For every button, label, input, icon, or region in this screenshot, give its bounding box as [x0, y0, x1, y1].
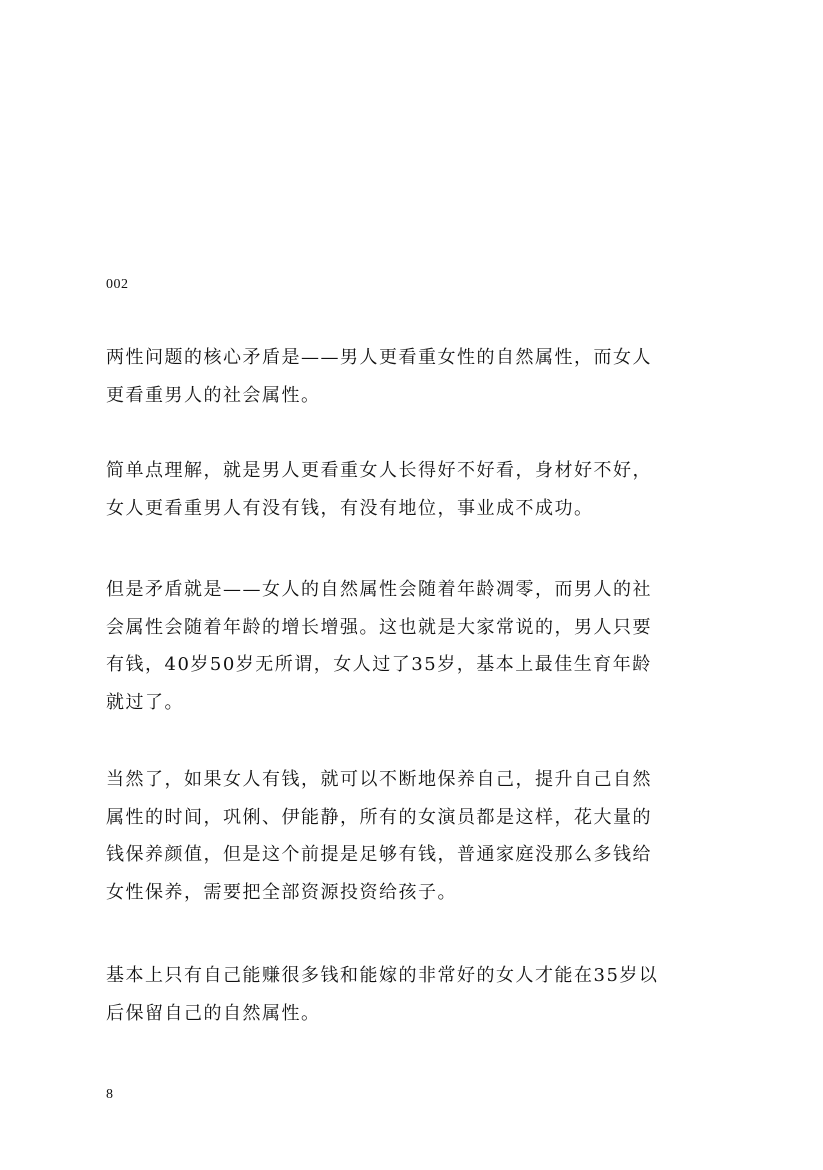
paragraph-line: 有钱，40岁50岁无所谓，女人过了35岁，基本上最佳生育年龄 [106, 654, 652, 675]
paragraph-1 [106, 339, 706, 414]
page-number: 8 [106, 1087, 113, 1102]
paragraph-line: 会属性会随着年龄的增长增强。这也就是大家常说的，男人只要 [106, 616, 652, 638]
paragraph-line: 基本上只有自己能赚很多钱和能嫁的非常好的女人才能在35岁以 [106, 965, 659, 986]
paragraph-3 [106, 571, 706, 721]
paragraph-line: 属性的时间，巩俐、伊能静，所有的女演员都是这样，花大量的 [106, 806, 652, 828]
paragraph-line: 简单点理解，就是男人更看重女人长得好不好看，身材好不好， [106, 460, 652, 481]
paragraph-line: 更看重男人的社会属性。 [106, 384, 321, 406]
paragraph-line: 就过了。 [106, 691, 184, 713]
paragraph-line: 后保留自己的自然属性。 [106, 1002, 321, 1024]
paragraph-2 [106, 452, 706, 527]
paragraph-5 [106, 957, 706, 1032]
paragraph-line: 女性保养，需要把全部资源投资给孩子。 [106, 881, 457, 903]
section-number: 002 [106, 277, 129, 292]
paragraph-line: 钱保养颜值，但是这个前提是足够有钱，普通家庭没那么多钱给 [106, 844, 652, 865]
paragraph-line: 女人更看重男人有没有钱，有没有地位，事业成不成功。 [106, 497, 594, 519]
paragraph-line: 当然了，如果女人有钱，就可以不断地保养自己，提升自己自然 [106, 769, 652, 790]
paragraph-line: 两性问题的核心矛盾是——男人更看重女性的自然属性，而女人 [106, 347, 652, 368]
paragraph-line: 但是矛盾就是——女人的自然属性会随着年龄凋零，而男人的社 [106, 579, 652, 600]
paragraph-4 [106, 761, 706, 911]
